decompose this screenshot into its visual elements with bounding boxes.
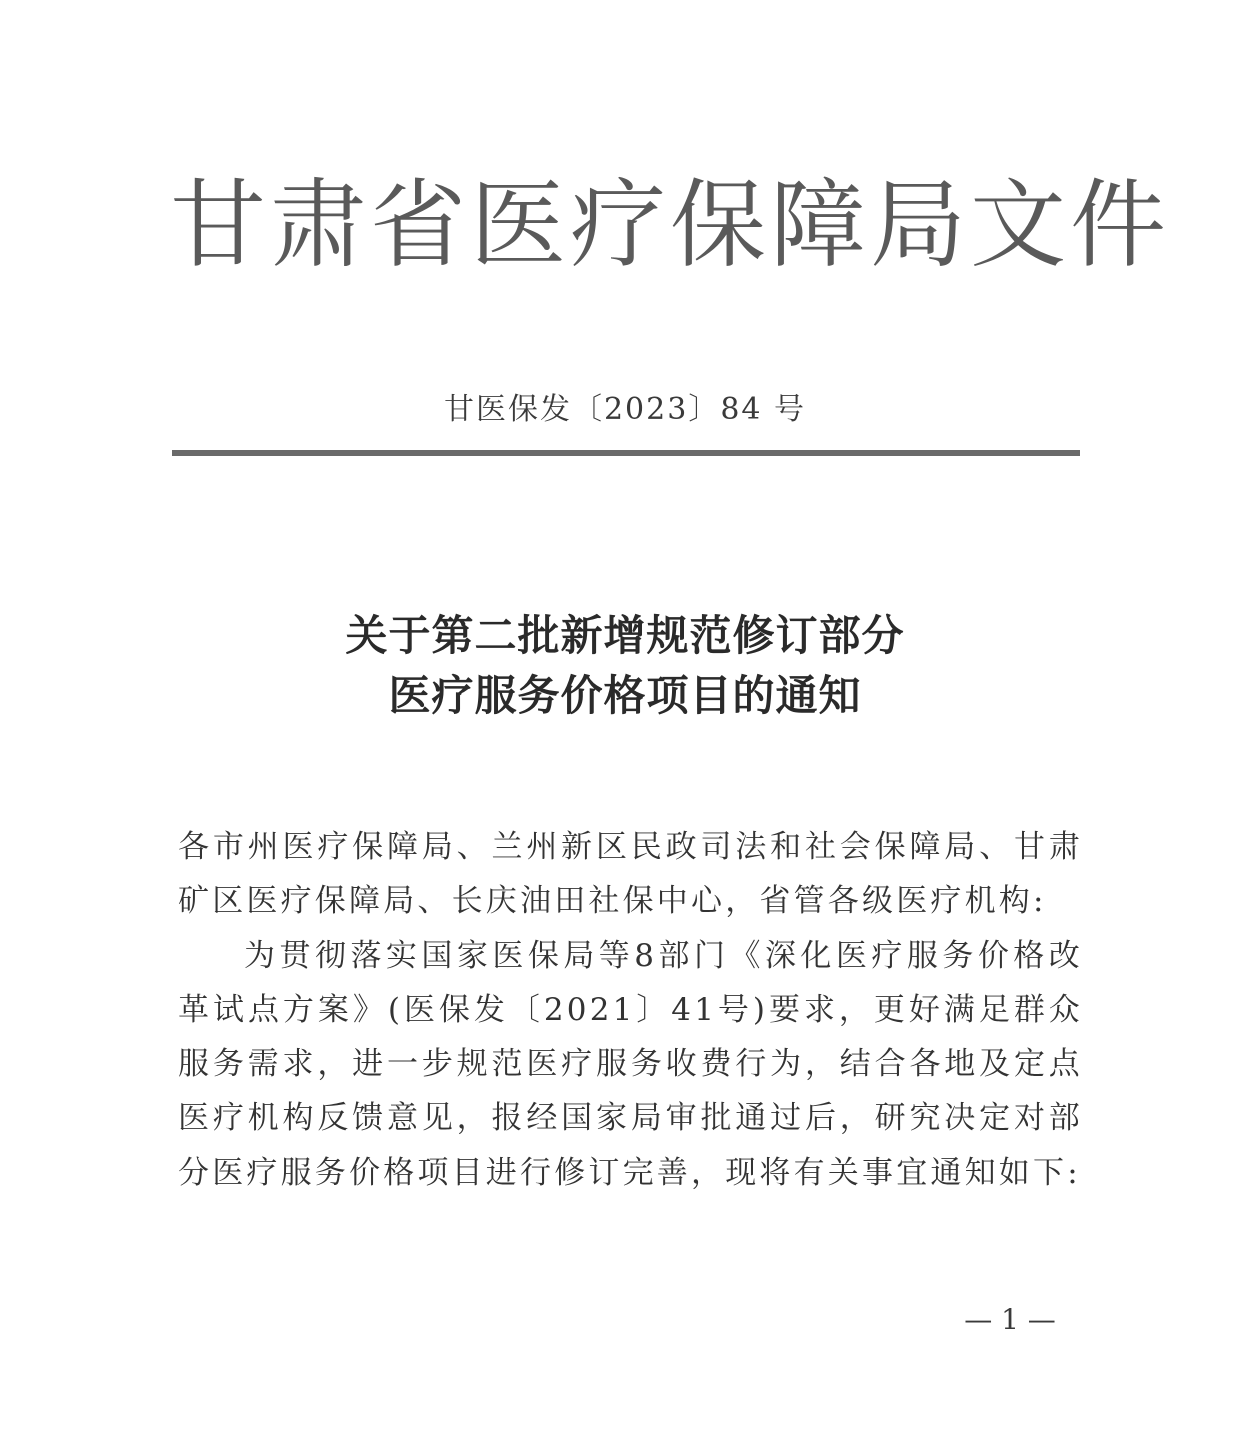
body-paragraph-1: 为贯彻落实国家医保局等8部门《深化医疗服务价格改革试点方案》(医保发〔2021〕41号)要求，更好满足群众服务需求，进一步规范医疗服务收费行为，结合各地及定点医疗机构反馈意见，报经国家局审批通过后，研究决定对部分医疗服务价格项目进行修订完善，现将有关事宜通知如下: [178,937,1083,1191]
recipients-paragraph: 各市州医疗保障局、兰州新区民政司法和社会保障局、甘肃矿区医疗保障局、长庆油田社保中心，省管各级医疗机构: [178,829,1083,920]
issuer-header-title: 甘肃省医疗保障局文件 [170,169,1170,281]
page-number: — 1 — [964,1303,1056,1336]
subject-line-2: 医疗服务价格项目的通知 [388,671,862,720]
document-body [178,820,1083,1200]
subject-line-1: 关于第二批新增规范修订部分 [345,611,905,660]
header-divider-line [172,450,1080,456]
document-subject [170,606,1080,726]
document-number: 甘医保发〔2023〕84 号 [443,392,807,427]
